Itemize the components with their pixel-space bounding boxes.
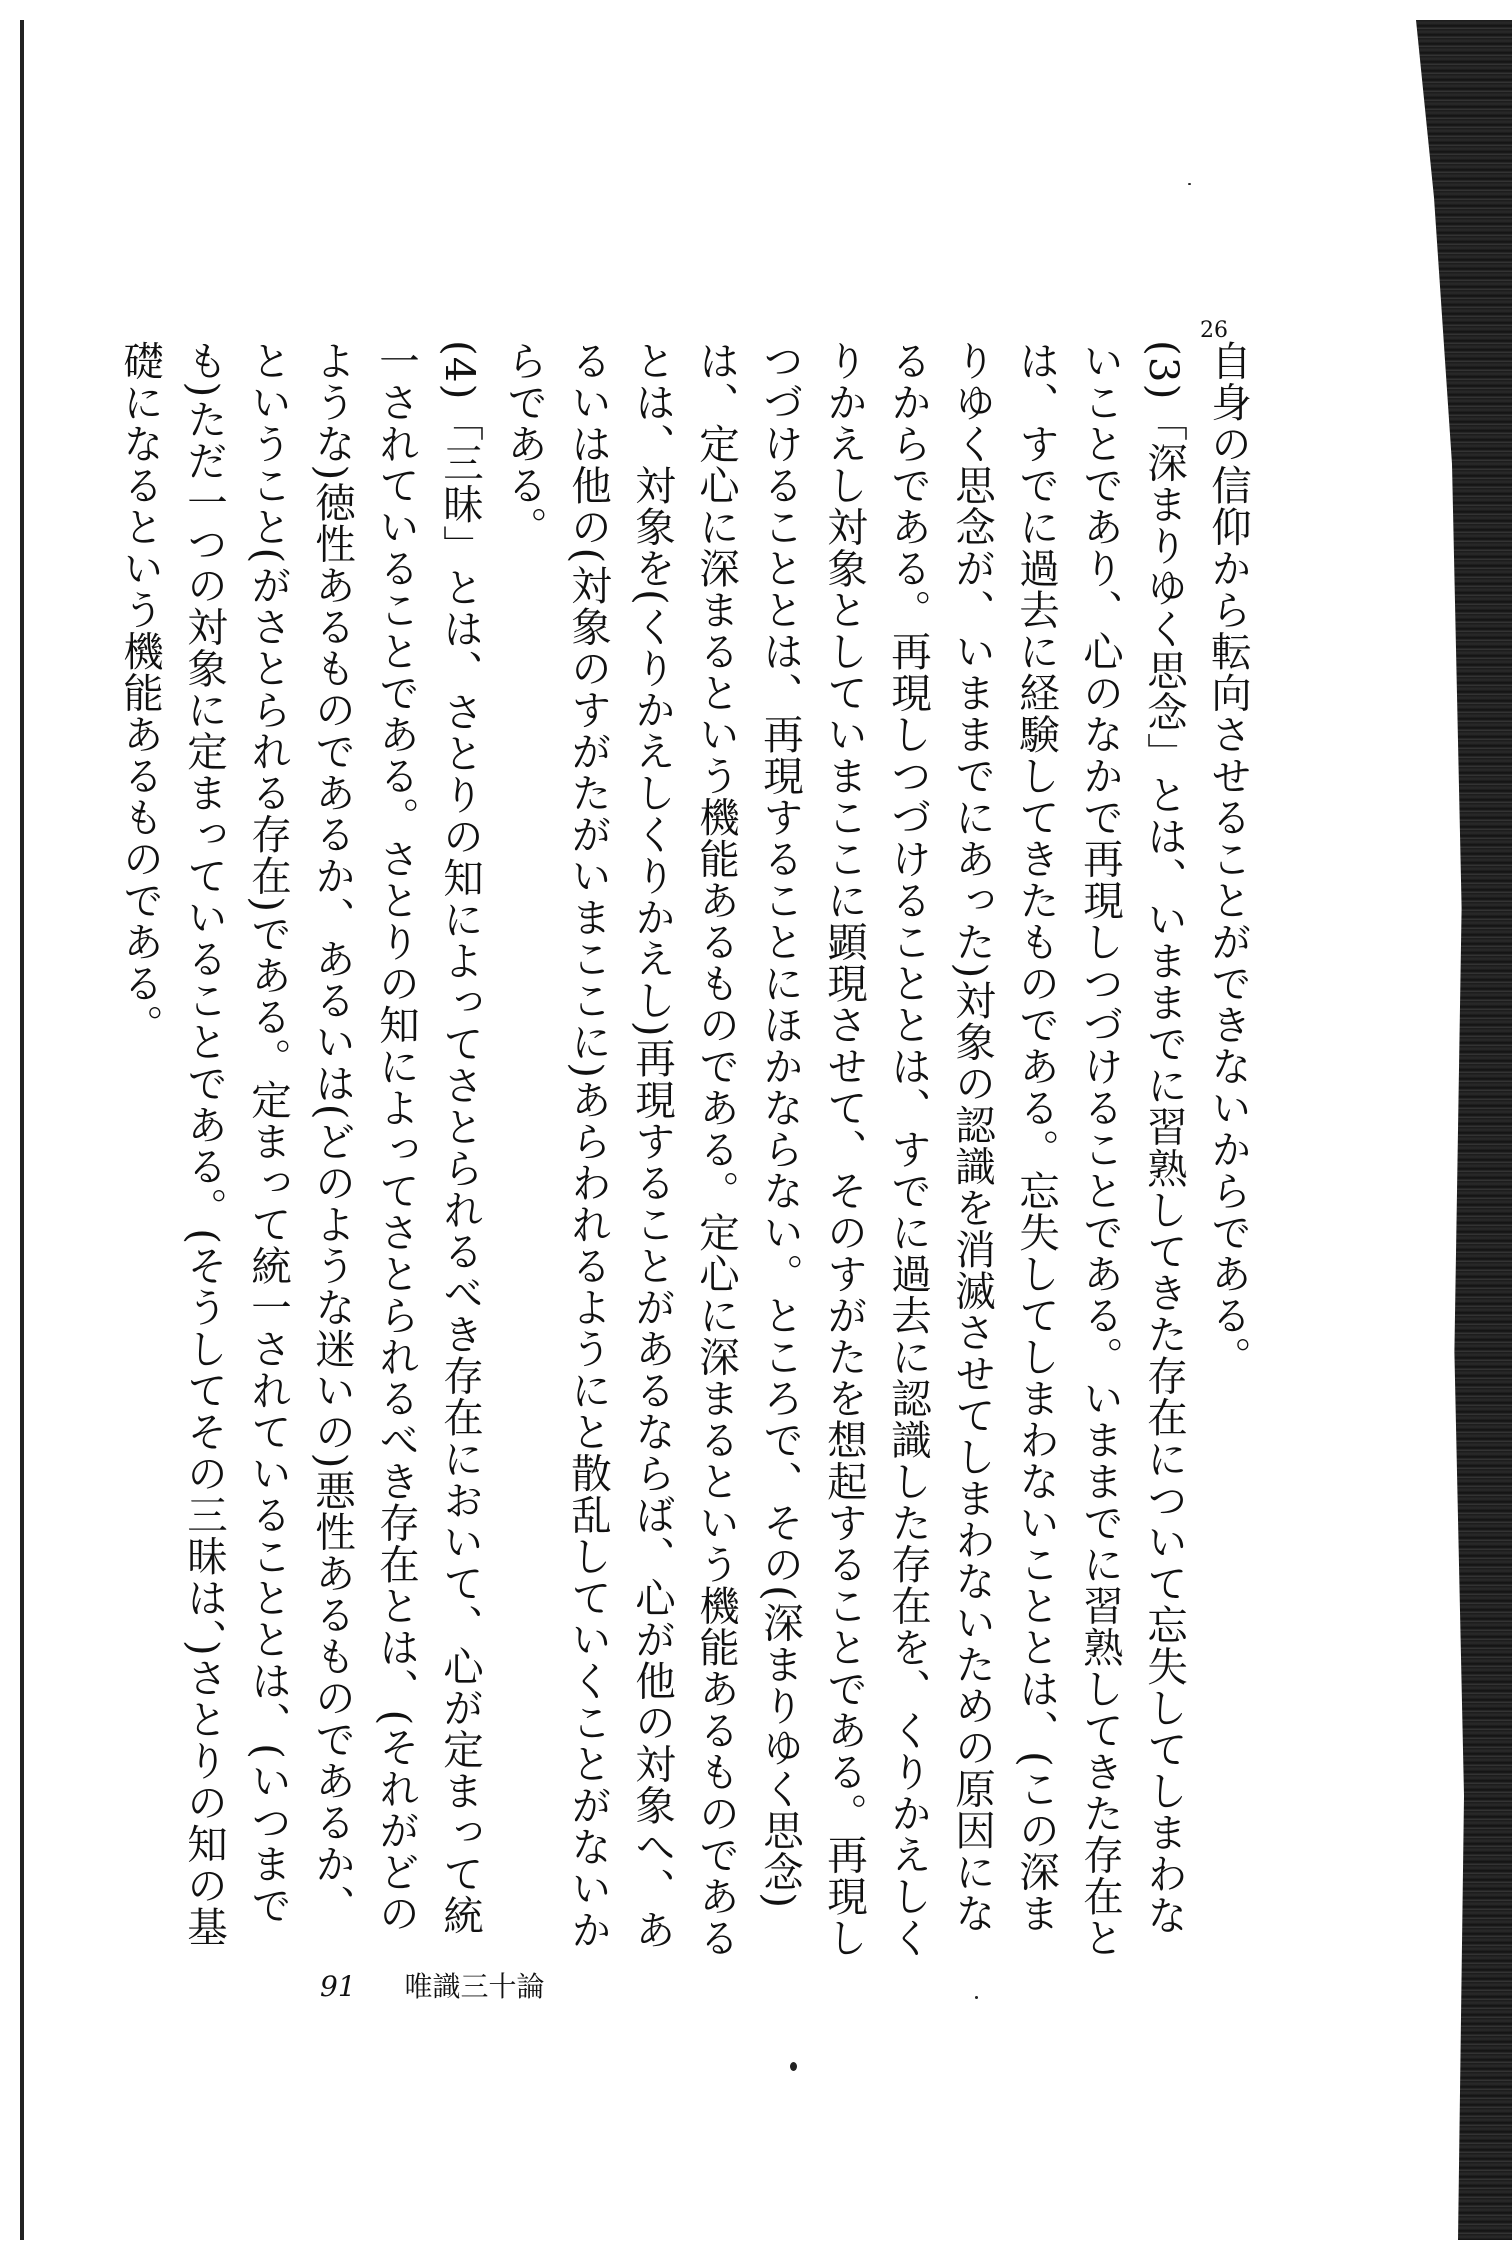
- binding-line: [20, 20, 24, 2240]
- vertical-text-block: [116, 340, 1260, 1960]
- scan-speck: [975, 1996, 978, 1999]
- page-number: 91: [320, 1970, 356, 2003]
- page-footer: [320, 1965, 545, 2005]
- scanned-page-edge: [1392, 20, 1512, 2240]
- book-title: 唯識三十論: [404, 1970, 545, 2003]
- section-number: 26: [1200, 318, 1228, 343]
- scan-speck: [1188, 183, 1191, 185]
- paragraph: (4)「三昧」とは、さとりの知によってさとられるべき存在において、心が定まって統一されていることである。さとりの知によってさとられるべき存在とは、(それがどのような)徳性あるものであるか、あるいは(どのような迷いの)悪性あるものであるか、ということ(がさとられる存在)である。定まって統一されていることとは、(いつまでも)ただ一つの対象に定まっていることである。(そうしてその三昧は、)さとりの知の基礎になるという機能あるものである。: [116, 340, 484, 1948]
- paragraph: 自身の信仰から転向させることができないからである。: [1204, 340, 1252, 1378]
- paragraph: (3)「深まりゆく思念」とは、いままでに習熟してきた存在について忘失してしまわないことであり、心のなかで再現しつづけることである。いままでに習熟してきた存在とは、すでに過去に経験してきたものである。忘失してしまわないこととは、(この深まりゆく思念が、いままでにあった)対象の認識を消滅させてしまわないための原因になるからである。再現しつづけることとは、すでに過去に認識した存在を、くりかえしくりかえし対象としていまここに顕現させて、そのすがたを想起することである。再現しつづけることとは、再現することにほかならない。ところで、その(深まりゆく思念)は、定心に深まるという機能あるものである。定心に深まるという機能あるものであるとは、対象を(くりかえしくりかえし)再現することがあるならば、心が他の対象へ、あるいは他の(対象のすがたがいまここに)あらわれるようにと散乱していくことがないからである。: [500, 340, 1188, 1959]
- scan-speck: [790, 2062, 797, 2071]
